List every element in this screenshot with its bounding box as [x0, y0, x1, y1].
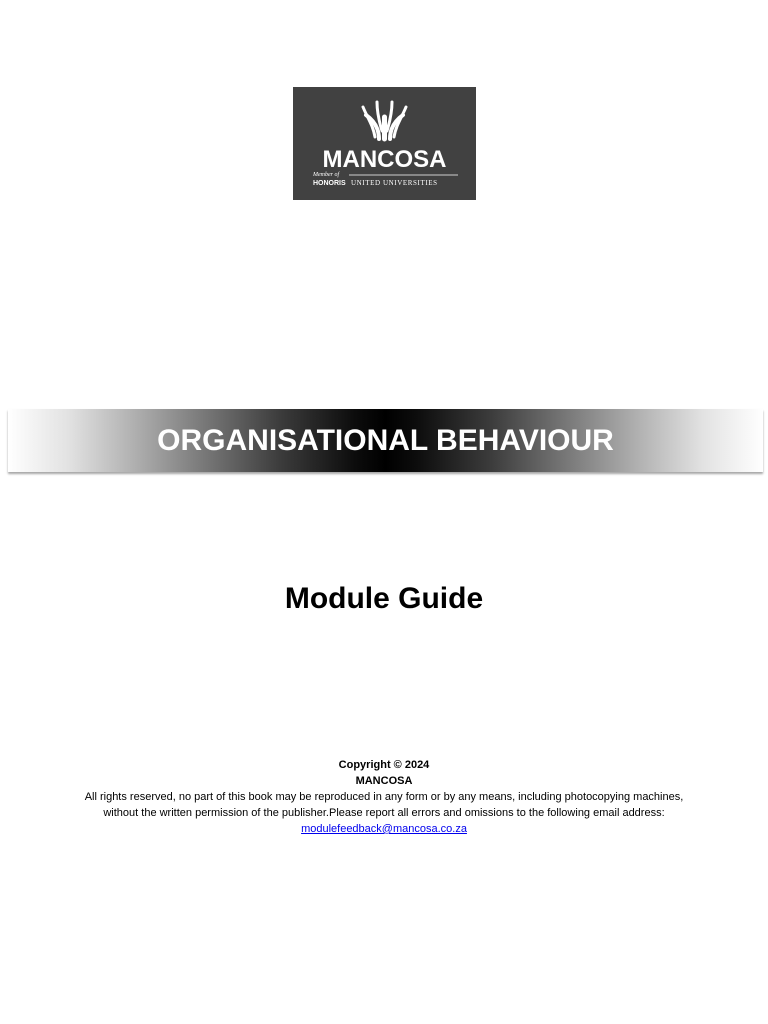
logo-graphic: [293, 87, 476, 200]
copyright-holder: MANCOSA: [355, 775, 413, 787]
copyright-notice: [0, 757, 768, 837]
tree-emblem-icon: [363, 102, 406, 139]
copyright-year: Copyright © 2024: [338, 759, 430, 771]
document-subtitle: Module Guide: [284, 582, 484, 615]
title-banner: [8, 409, 763, 472]
feedback-email-link[interactable]: modulefeedback@mancosa.co.za: [301, 823, 467, 835]
permission-text: without the written permission of the publisher.Please report all errors and omissions to the following email address:: [103, 807, 665, 819]
rights-reserved-text: All rights reserved, no part of this book may be reproduced in any form or by any means, including photocopying machines,: [84, 791, 684, 803]
logo-name: MANCOSA: [322, 146, 447, 173]
logo-honoris: HONORIS: [313, 180, 346, 187]
logo-united-universities: UNITED UNIVERSITIES: [351, 179, 438, 187]
mancosa-logo: [293, 87, 476, 200]
logo-member-of: Member of: [313, 172, 340, 178]
module-title: ORGANISATIONAL BEHAVIOUR: [157, 423, 614, 457]
